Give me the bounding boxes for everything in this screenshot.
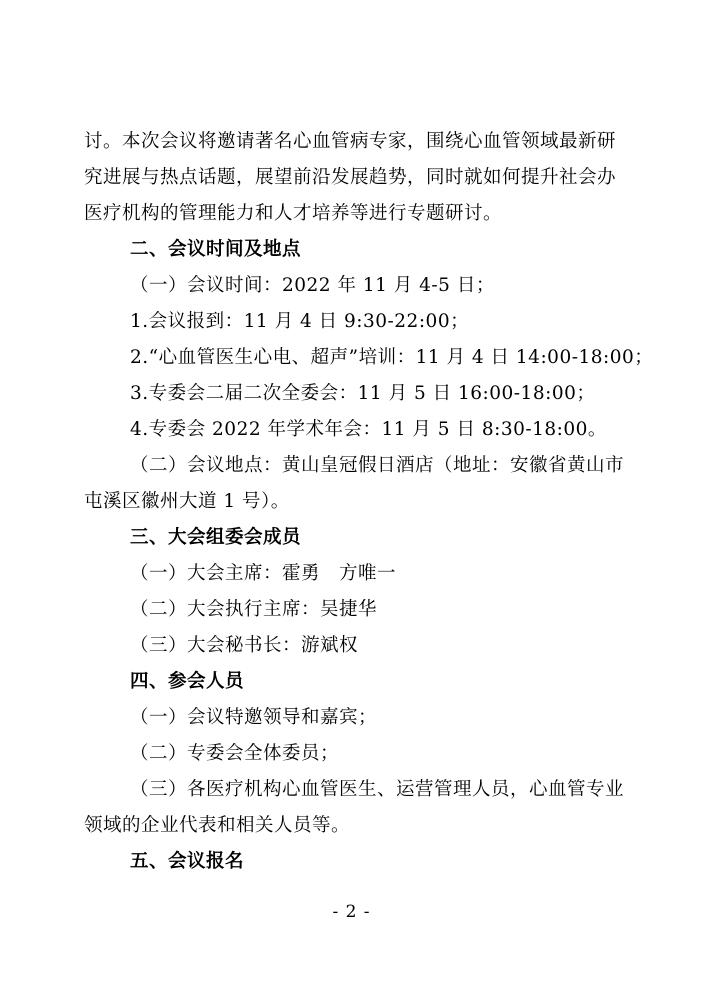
paragraph-line: 医疗机构的管理能力和人才培养等进行专题研讨。 — [84, 203, 503, 224]
paragraph-line: （一）会议时间：2022 年 11 月 4-5 日； — [130, 275, 495, 296]
paragraph-line: （二）大会执行主席：吴捷华 — [130, 599, 378, 620]
section-heading-committee: 三、大会组委会成员 — [130, 527, 302, 548]
paragraph-line: （一）大会主席：霍勇 方唯一 — [130, 563, 397, 584]
paragraph-line: 讨。本次会议将邀请著名心血管病专家，围绕心血管领域最新研 — [84, 131, 617, 152]
paragraph-line: （二）会议地点：黄山皇冠假日酒店（地址：安徽省黄山市 — [130, 455, 625, 476]
paragraph-line: （一）会议特邀领导和嘉宾； — [130, 707, 378, 728]
paragraph-line: 领域的企业代表和相关人员等。 — [84, 815, 351, 836]
paragraph-line: （三）大会秘书长：游斌权 — [130, 635, 359, 656]
paragraph-line: 2.“心血管医生心电、超声”培训：11 月 4 日 14:00-18:00； — [130, 347, 654, 368]
paragraph-line: （二）专委会全体委员； — [130, 743, 340, 764]
paragraph-line: （三）各医疗机构心血管医生、运营管理人员，心血管专业 — [130, 779, 625, 800]
paragraph-line: 屯溪区徽州大道 1 号）。 — [84, 491, 290, 512]
section-heading-time-location: 二、会议时间及地点 — [130, 239, 302, 260]
paragraph-line: 究进展与热点话题，展望前沿发展趋势，同时就如何提升社会办 — [84, 167, 617, 188]
paragraph-line: 4.专委会 2022 年学术年会：11 月 5 日 8:30-18:00。 — [130, 419, 607, 440]
section-heading-attendees: 四、参会人员 — [130, 671, 245, 692]
paragraph-line: 3.专委会二届二次全委会：11 月 5 日 16:00-18:00； — [130, 383, 596, 404]
section-heading-registration: 五、会议报名 — [130, 851, 245, 872]
page-number: - 2 - — [332, 902, 371, 922]
paragraph-line: 1.会议报到：11 月 4 日 9:30-22:00； — [130, 311, 470, 332]
